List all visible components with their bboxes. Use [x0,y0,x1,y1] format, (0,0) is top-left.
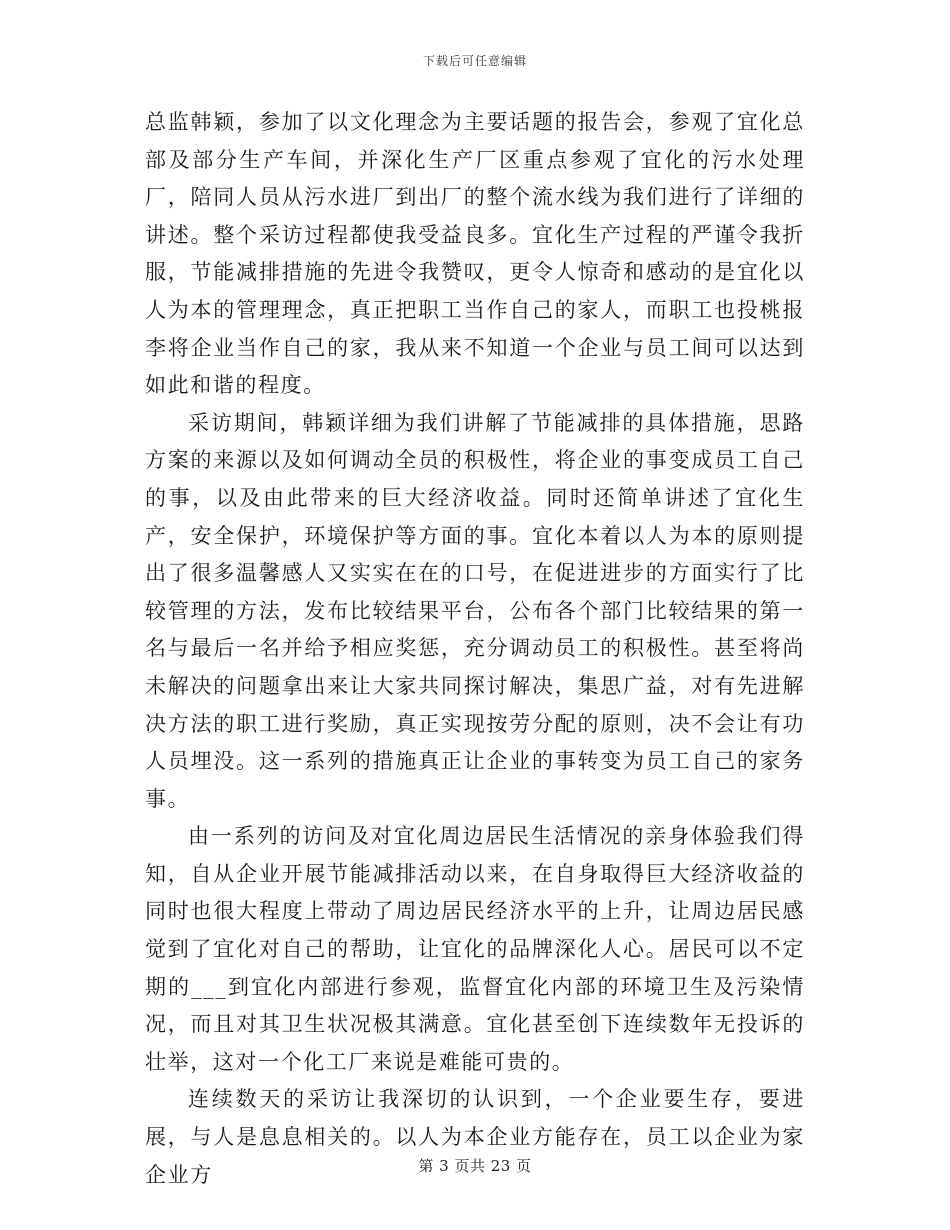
paragraph-continued: 总监韩颖，参加了以文化理念为主要话题的报告会，参观了宜化总部及部分生产车间，并深化生产厂区重点参观了宜化的污水处理厂，陪同人员从污水进厂到出厂的整个流水线为我们进行了详细的讲述。整个采访过程都使我受益良多。宜化生产过程的严谨令我折服，节能减排措施的先进令我赞叹，更令人惊奇和感动的是宜化以人为本的管理理念，真正把职工当作自己的家人，而职工也投桃报李将企业当作自己的家，我从来不知道一个企业与员工间可以达到如此和谐的程度。 [145,110,805,398]
page-number: 第 3 页共 23 页 [418,1157,532,1175]
page-header: 下载后可任意编辑 [422,54,527,68]
document-body [145,104,805,1194]
paragraph-interview: 采访期间，韩颖详细为我们讲解了节能减排的具体措施，思路方案的来源以及如何调动全员的积极性，将企业的事变成员工自己的事，以及由此带来的巨大经济收益。同时还简单讲述了宜化生产，安全保护，环境保护等方面的事。宜化本着以人为本的原则提出了很多温馨感人又实实在在的口号，在促进进步的方面实行了比较管理的方法，发布比较结果平台，公布各个部门比较结果的第一名与最后一名并给予相应奖惩，充分调动员工的积极性。甚至将尚未解决的问题拿出来让大家共同探讨解决，集思广益，对有先进解决方法的职工进行奖励，真正实现按劳分配的原则，决不会让有功人员埋没。这一系列的措施真正让企业的事转变为员工自己的家务事。 [145,410,805,811]
paragraph-residents: 由一系列的访问及对宜化周边居民生活情况的亲身体验我们得知，自从企业开展节能减排活动以来，在自身取得巨大经济收益的同时也很大程度上带动了周边居民经济水平的上升，让周边居民感觉到了宜化对自己的帮助，让宜化的品牌深化人心。居民可以不定期的___到宜化内部进行参观，监督宜化内部的环境卫生及污染情况，而且对其卫生状况极其满意。宜化甚至创下连续数年无投诉的壮举，这对一个化工厂来说是难能可贵的。 [145,824,805,1074]
paragraph-conclusion: 连续数天的采访让我深切的认识到，一个企业要生存，要进展，与人是息息相关的。以人为本企业方能存在，员工以企业为家企业方 [145,1087,805,1187]
